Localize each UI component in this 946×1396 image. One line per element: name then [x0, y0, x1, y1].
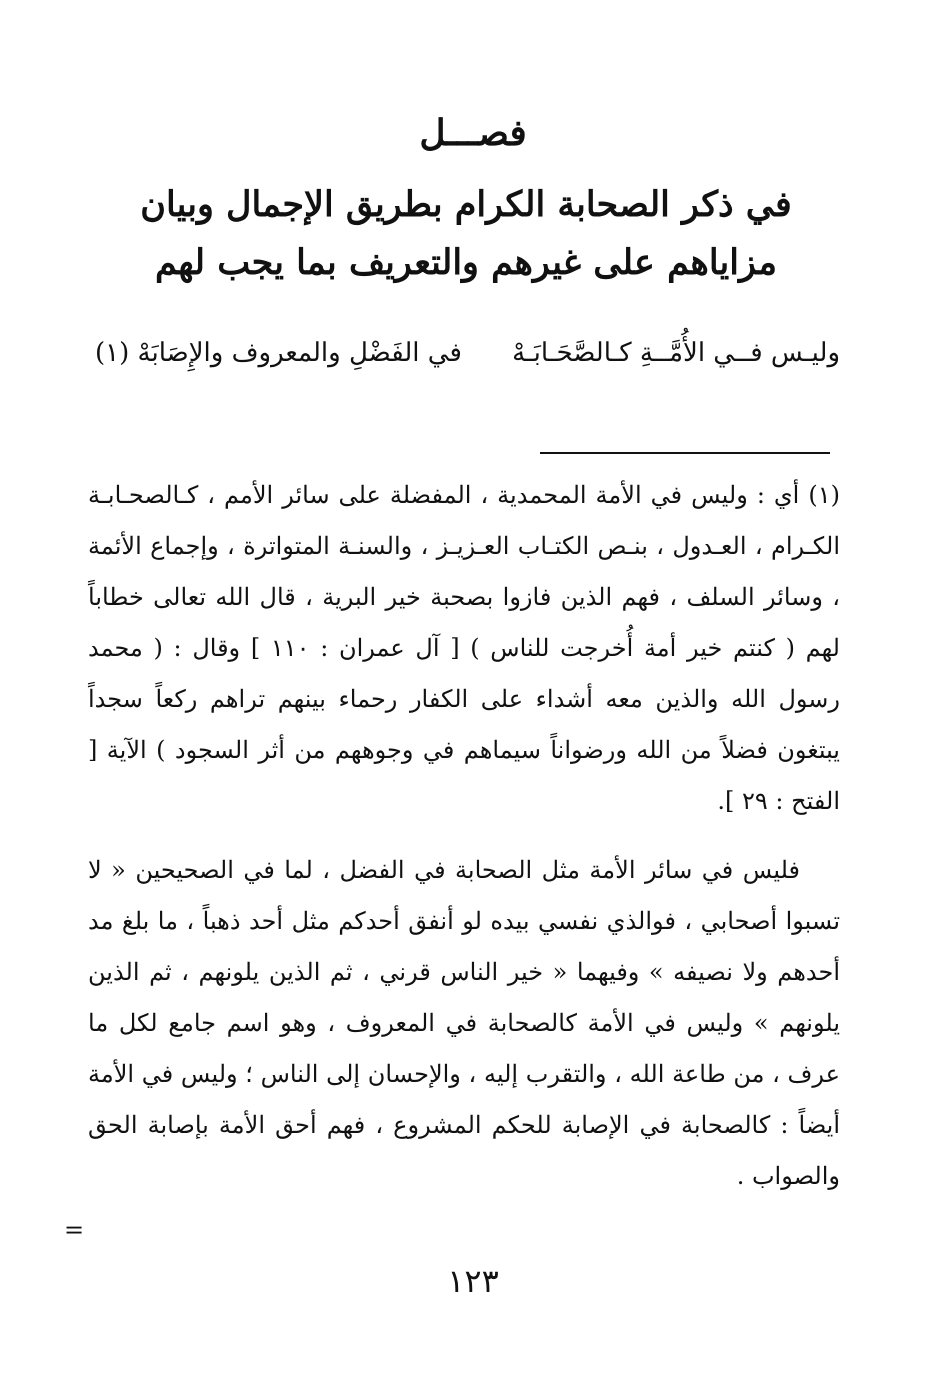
continuation-mark: =	[64, 1216, 85, 1244]
chapter-heading-word: فصـــل	[419, 112, 527, 154]
footnote-separator	[540, 452, 830, 454]
verse-first-hemistich: وليـس فــي الأُمَّــةِ كـالصَّحَـابَـهْ	[512, 338, 840, 368]
footnote-paragraph-2: فليس في سائر الأمة مثل الصحابة في الفضل ، لما في الصحيحين « لا تسبوا أصحابي ، فوالذي نفسي بيده لو أنفق أحدكم مثل أحد ذهباً ، ما بلغ مد أحدهم ولا نصيفه » وفيهما « خير الناس قرني ، ثم الذين يلونهم ، ثم الذين يلونهم » وليس في الأمة كالصحابة في المعروف ، وهو اسم جامع لكل ما عرف ، من طاعة الله ، والتقرب إليه ، والإحسان إلى الناس ؛ وليس في الأمة أيضاً : كالصحابة في الإصابة للحكم المشروع ، فهم أحق الأمة بإصابة الحق والصواب .	[88, 856, 840, 1190]
chapter-title: في ذكر الصحابة الكرام بطريق الإجمال وبيان مزاياهم على غيرهم والتعريف بما يجب لهم	[140, 184, 792, 283]
footnote-marker: (١)	[808, 481, 840, 509]
footnote	[88, 470, 840, 1202]
footnote-paragraph-1	[88, 470, 840, 827]
page-number: ١٢٣	[447, 1262, 499, 1300]
poem-verse	[95, 338, 840, 388]
verse-second-hemistich: في الفَضْلِ والمعروف والإِصَابَهْ (١)	[95, 338, 462, 368]
footnote-paragraph-1-text: أي : وليس في الأمة المحمدية ، المفضلة على سائر الأمم ، كـالصحـابـة الكـرام ، العـدول ، بنـص الكتـاب العـزيـز ، والسنـة المتواترة ، وإجماع الأئمة ، وسائر السلف ، فهم الذين فازوا بصحبة خير البرية ، قال الله تعالى خطاباً لهم ( كنتم خير أمة أُخرجت للناس ) [ آل عمران : ١١٠ ] وقال : ( محمد رسول الله والذين معه أشداء على الكفار رحماء بينهم تراهم ركعاً سجداً يبتغون فضلاً من الله ورضواناً سيماهم في وجوههم من أثر السجود ) الآية [ الفتح : ٢٩ ].	[88, 481, 840, 815]
